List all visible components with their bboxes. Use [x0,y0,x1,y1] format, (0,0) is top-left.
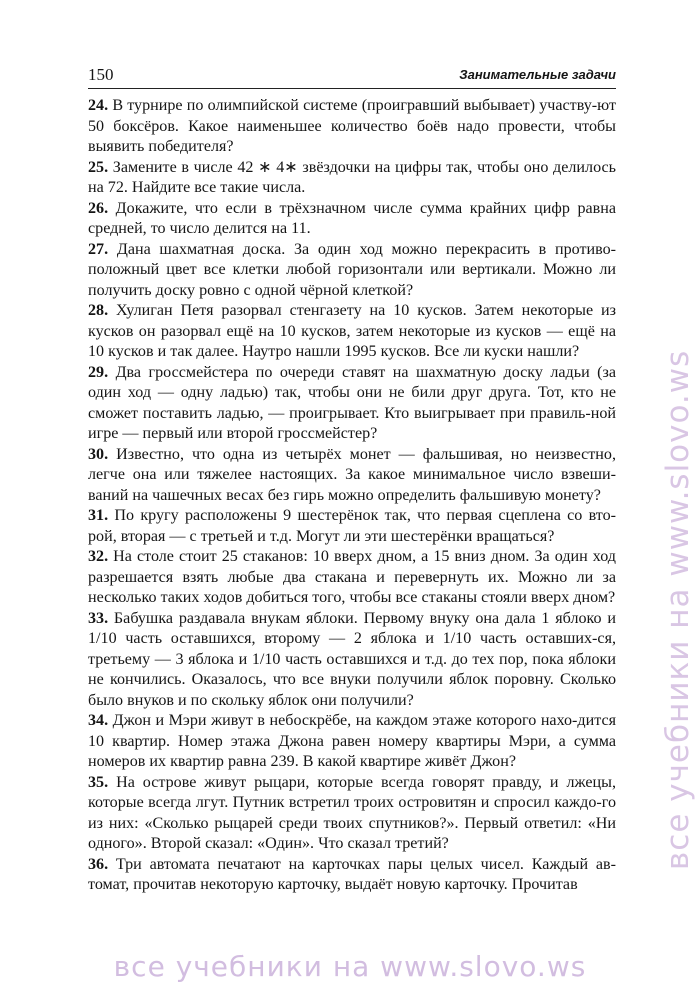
problem-29 [88,363,616,445]
problem-text: По кругу расположены 9 шестерёнок так, что первая сцеплена со вто-рой, вторая — с третьей и т.д. Могут ли эти шестерёнки вращаться? [88,507,616,545]
problem-text: На столе стоит 25 стаканов: 10 вверх дном, а 15 вниз дном. За один ход разрешается взять любые два стакана и перевернуть их. Можно ли за несколько таких ходов добиться того, чтобы все стаканы стояли вверх дном? [88,548,616,606]
problem-27 [88,240,616,302]
problem-text: Известно, что одна из четырёх монет — фальшивая, но неизвестно, легче она или тяжелее настоящих. За какое минимальное число взвеши-ваний на чашечных весах без гирь можно определить фальшивую монету? [88,445,616,504]
problem-number: 28. [88,302,109,319]
running-title: Занимательные задачи [459,67,616,82]
problem-34 [88,711,616,773]
problem-28 [88,301,616,363]
problem-31 [88,506,616,547]
problem-number: 33. [88,609,109,627]
problem-number: 30. [88,445,109,463]
problem-number: 32. [88,548,109,565]
problem-24 [88,96,616,158]
problem-text: В турнире по олимпийской системе (проигравший выбывает) участву-ют 50 боксёров. Какое наименьшее количество боёв надо провести, чтобы выявить победителя? [88,97,616,155]
problem-30 [88,445,616,507]
problem-number: 26. [88,199,109,217]
problem-text: Бабушка раздавала внукам яблоки. Первому внуку она дала 1 яблоко и 1/10 часть оставшихся, второму — 2 яблока и 1/10 часть оставших-ся, третьему — 3 яблока и 1/10 часть оставшихся и т.д. до тех пор, пока яблоки не кончились. Оказалось, что все внуки получили яблок поровну. Сколько было внуков и по скольку яблок они получили? [88,609,616,709]
problem-number: 27. [88,240,109,258]
problem-text: Докажите, что если в трёхзначном числе сумма крайних цифр равна средней, то число делится на 11. [88,199,616,237]
problem-text: Два гроссмейстера по очереди ставят на шахматную доску ладьи (за один ход — одну ладью) так, чтобы они не били друг друга. Тот, кто не сможет поставить ладью, — проигрывает. Кто выигрывает при правиль-ной игре — первый или второй гроссмейстер? [88,363,616,442]
page-header [88,64,616,89]
problem-number: 29. [88,363,109,381]
problems-list [88,96,616,896]
problem-text: Хулиган Петя разорвал стенгазету на 10 кусков. Затем некоторые из кусков он разорвал ещё на 10 кусков, затем некоторые из кусков — ещё на 10 кусков и так далее. Наутро нашли 1995 кусков. Все ли куски нашли? [88,302,616,360]
problem-text: Джон и Мэри живут в небоскрёбе, на каждом этаже которого нахо-дится 10 квартир. Номер этажа Джона равен номеру квартиры Мэри, а сумма номеров их квартир равна 239. В какой квартире живёт Джон? [88,712,616,770]
bottom-watermark: все учебники на www.slovo.ws [113,950,587,983]
page-number: 150 [88,65,114,84]
problem-33 [88,609,616,712]
problem-number: 36. [88,855,109,873]
problem-number: 31. [88,507,109,524]
problem-text: Замените в числе 42 ∗ 4∗ звёздочки на цифры так, чтобы оно делилось на 72. Найдите все такие числа. [88,158,616,196]
problem-25 [88,158,616,199]
problem-36 [88,855,616,896]
problem-text: Три автомата печатают на карточках пары целых чисел. Каждый ав-томат, прочитав некоторую карточку, выдаёт новую карточку. Прочитав [88,855,616,893]
problem-text: Дана шахматная доска. За один ход можно перекрасить в противо-положный цвет все клетки любой горизонтали или вертикали. Можно ли получить доску ровно с одной чёрной клеткой? [88,240,616,299]
problem-26 [88,199,616,240]
problem-text: На острове живут рыцари, которые всегда говорят правду, и лжецы, которые всегда лгут. Путник встретил троих островитян и спросил каждо-го из них: «Сколько рыцарей среди твоих спутников?». Первый ответил: «Ни одного». Второй сказал: «Один». Что сказал третий? [88,773,616,852]
problem-number: 34. [88,712,109,729]
problem-number: 35. [88,773,109,791]
problem-32 [88,547,616,609]
side-watermark: все учебники на www.slovo.ws [660,349,696,870]
problem-35 [88,773,616,855]
problem-number: 24. [88,97,109,114]
problem-number: 25. [88,158,109,176]
